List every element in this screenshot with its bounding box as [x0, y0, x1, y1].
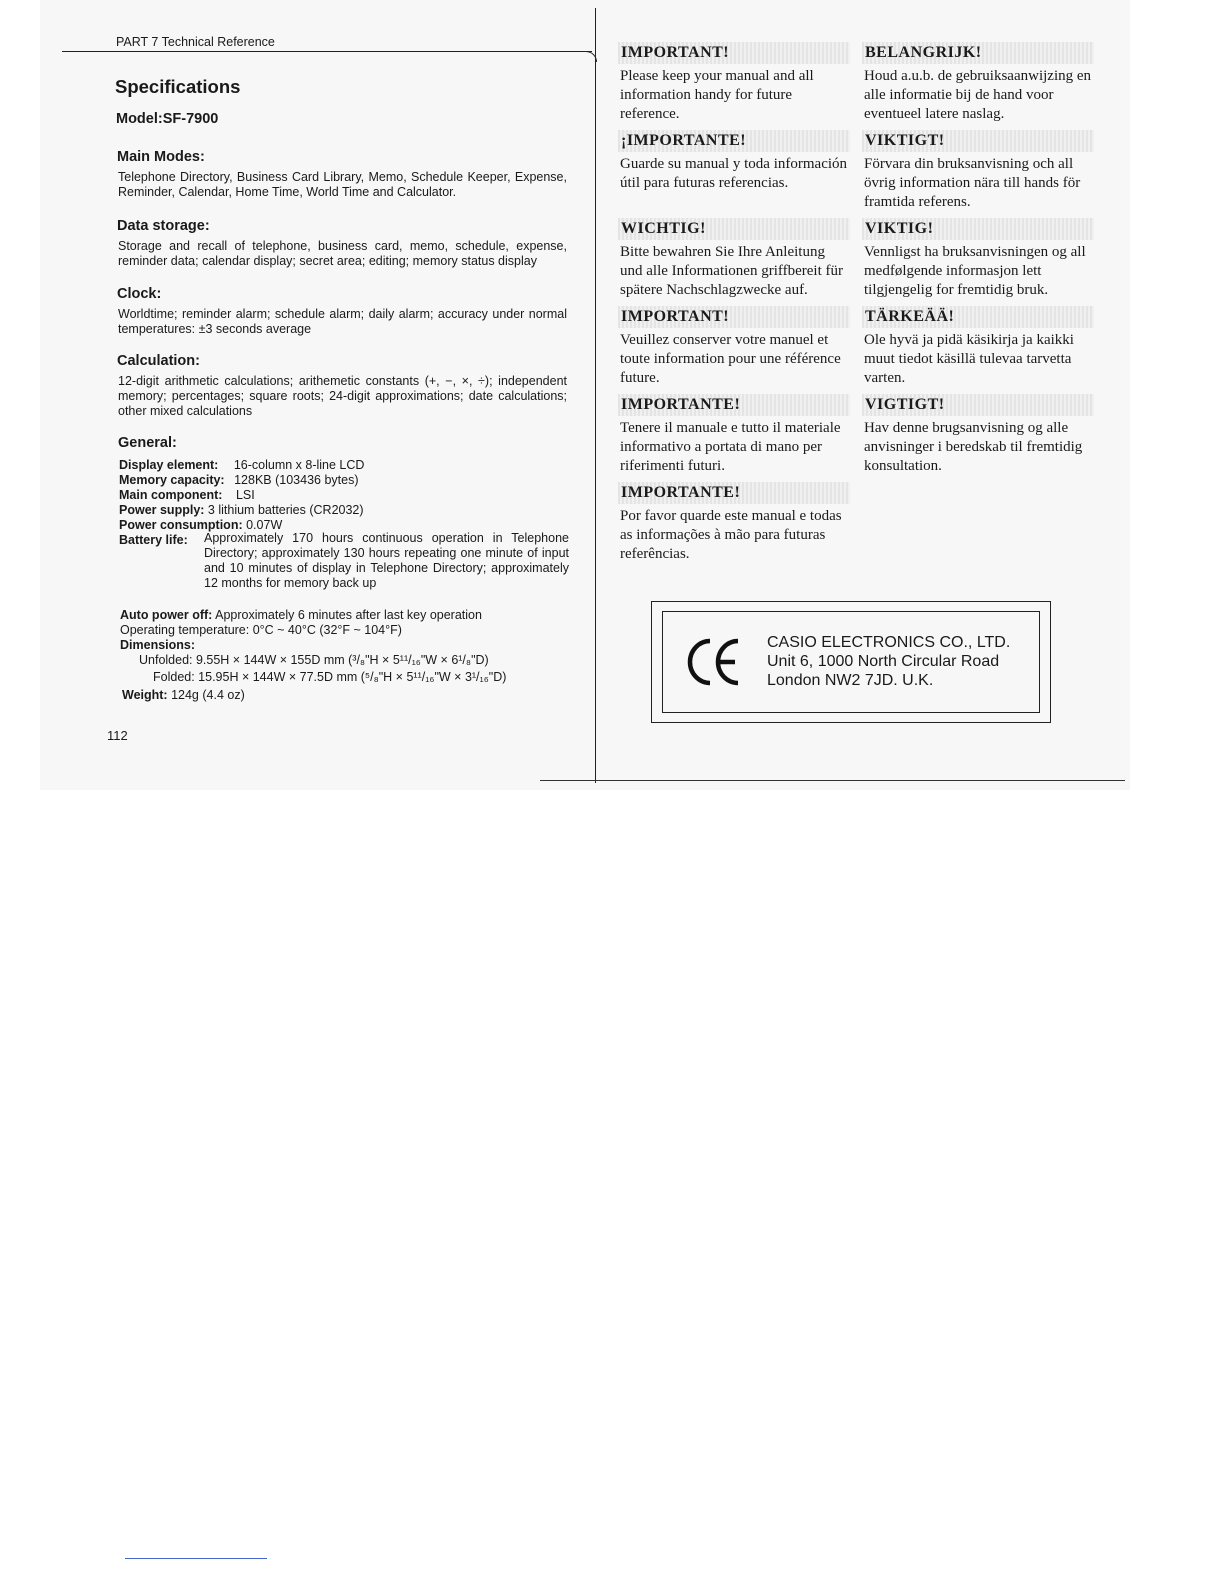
page-title: Specifications	[115, 76, 241, 97]
spec-value: 3 lithium batteries (CR2032)	[207, 503, 364, 517]
spec-weight	[122, 688, 245, 703]
notice-danish	[862, 394, 1094, 476]
notice-text: Please keep your manual and all information handy for future reference.	[620, 68, 814, 122]
notice-text: Ole hyvä ja pidä käsikirja ja kaikki muut tiedot käsillä tulevaa tarvetta varten.	[864, 332, 1074, 386]
header-rule-curve	[560, 51, 597, 62]
notice-finnish	[862, 306, 1094, 388]
center-divider	[595, 8, 596, 783]
ce-company-name: CASIO ELECTRONICS CO., LTD.	[767, 634, 1011, 651]
running-header: PART 7 Technical Reference	[116, 35, 275, 49]
notice-text: Bitte bewahren Sie Ihre Anleitung und alle Informationen griffbereit für spätere Nachschlagzwecke auf.	[620, 244, 843, 298]
ce-mark-icon	[686, 636, 742, 688]
notice-heading: WICHTIG!	[618, 218, 850, 240]
ce-city-line: London NW2 7JD. U.K.	[767, 672, 934, 689]
spec-dimensions-folded: Folded: 15.95H × 144W × 77.5D mm (⁵/₈"H × 5¹¹/₁₆"W × 3¹/₁₆"D)	[153, 670, 507, 684]
section-text-data-storage: Storage and recall of telephone, business card, memo, schedule, expense, reminder data; calendar display; secret area; editing; memory status display	[118, 239, 567, 268]
notice-heading: TÄRKEÄÄ!	[862, 306, 1094, 328]
spec-value: Approximately 6 minutes after last key operation	[215, 608, 482, 622]
spec-label: Dimensions:	[120, 638, 196, 652]
notice-heading: ¡IMPORTANTE!	[618, 130, 850, 152]
page-number: 112	[107, 728, 128, 743]
notice-heading: IMPORTANT!	[618, 42, 850, 64]
notice-spanish	[618, 130, 850, 193]
notice-swedish	[862, 130, 1094, 212]
notice-norwegian	[862, 218, 1094, 300]
notice-text: Guarde su manual y toda información útil para futuras referencias.	[620, 156, 848, 191]
ce-address-line: Unit 6, 1000 North Circular Road	[767, 653, 1000, 670]
spec-auto-power-off	[120, 608, 482, 623]
notice-text: Tenere il manuale e tutto il materiale informativo a portata di mano per riferimenti futuri.	[620, 420, 841, 474]
spec-battery-value: Approximately 170 hours continuous operation in Telephone Directory; approximately 130 hours repeating one minute of input and 10 minutes of display in Telephone Directory; approximately 12 months for memory back up	[204, 531, 569, 590]
spec-label: Battery life:	[119, 533, 188, 547]
spec-power-supply	[119, 503, 364, 518]
spec-value: 0.07W	[246, 518, 283, 532]
model-number: Model:SF-7900	[116, 111, 219, 127]
section-heading-data-storage: Data storage:	[117, 218, 210, 234]
spec-label: Auto power off:	[120, 608, 213, 622]
spec-label: Display element:	[119, 458, 219, 472]
notice-heading: IMPORTANTE!	[618, 394, 850, 416]
notice-heading: VIGTIGT!	[862, 394, 1094, 416]
section-text-clock: Worldtime; reminder alarm; schedule alarm; daily alarm; accuracy under normal temperatures: ±3 seconds average	[118, 307, 567, 336]
notice-dutch	[862, 42, 1094, 124]
notice-text: Houd a.u.b. de gebruiksaanwijzing en alle informatie bij de hand voor eventueel latere naslag.	[864, 68, 1092, 122]
spec-operating-temperature: Operating temperature: 0°C ~ 40°C (32°F ~ 104°F)	[120, 623, 402, 637]
spec-label: Power consumption:	[119, 518, 243, 532]
spec-dimensions-label	[120, 638, 195, 653]
spec-value: 124g (4.4 oz)	[171, 688, 245, 702]
spec-battery-label-row	[119, 533, 188, 548]
section-heading-main-modes: Main Modes:	[117, 149, 205, 165]
spec-label: Main component:	[119, 488, 223, 502]
section-heading-general: General:	[118, 435, 177, 451]
spec-label: Weight:	[122, 688, 168, 702]
notice-text: Vennligst ha bruksanvisningen og all medfølgende informasjon lett tilgjengelig for fremtidig bruk.	[864, 244, 1086, 298]
bottom-rule	[540, 780, 1125, 781]
notice-heading: IMPORTANTE!	[618, 482, 850, 504]
section-text-main-modes: Telephone Directory, Business Card Library, Memo, Schedule Keeper, Expense, Reminder, Calendar, Home Time, World Time and Calculator.	[118, 170, 567, 199]
spec-value: LSI	[235, 488, 255, 502]
notice-german	[618, 218, 850, 300]
spec-value: 16-column x 8-line LCD	[233, 458, 365, 472]
header-rule	[62, 51, 592, 52]
notice-text: Por favor quarde este manual e todas as informações à mão para futuras referências.	[620, 508, 842, 562]
notice-heading: VIKTIGT!	[862, 130, 1094, 152]
section-heading-clock: Clock:	[117, 286, 162, 302]
notice-heading: IMPORTANT!	[618, 306, 850, 328]
spec-memory	[119, 473, 358, 488]
section-text-calculation: 12-digit arithmetic calculations; arithemetic constants (+, −, ×, ÷); independent memory; percentages; square roots; 24-digit approximations; date calculations; other mixed calculations	[118, 374, 567, 418]
spec-dimensions-unfolded: Unfolded: 9.55H × 144W × 155D mm (³/₈"H × 5¹¹/₁₆"W × 6¹/₈"D)	[139, 653, 489, 667]
spec-display	[119, 458, 364, 473]
notice-text: Hav denne brugsanvisning og alle anvisninger i beredskab til fremtidig konsultation.	[864, 420, 1083, 474]
notice-text: Veuillez conserver votre manuel et toute information pour une référence future.	[620, 332, 841, 386]
notice-portuguese	[618, 482, 850, 564]
section-heading-calculation: Calculation:	[117, 353, 200, 369]
spec-label: Power supply:	[119, 503, 205, 517]
scan-artifact-line	[125, 1558, 267, 1559]
notice-english	[618, 42, 850, 124]
notice-heading: BELANGRIJK!	[862, 42, 1094, 64]
notice-heading: VIKTIG!	[862, 218, 1094, 240]
spec-value: 128KB (103436 bytes)	[234, 473, 359, 487]
spec-label: Memory capacity:	[119, 473, 225, 487]
notice-text: Förvara din bruksanvisning och all övrig information nära till hands för framtida referens.	[864, 156, 1081, 210]
spec-component	[119, 488, 255, 503]
notice-italian	[618, 394, 850, 476]
notice-french	[618, 306, 850, 388]
